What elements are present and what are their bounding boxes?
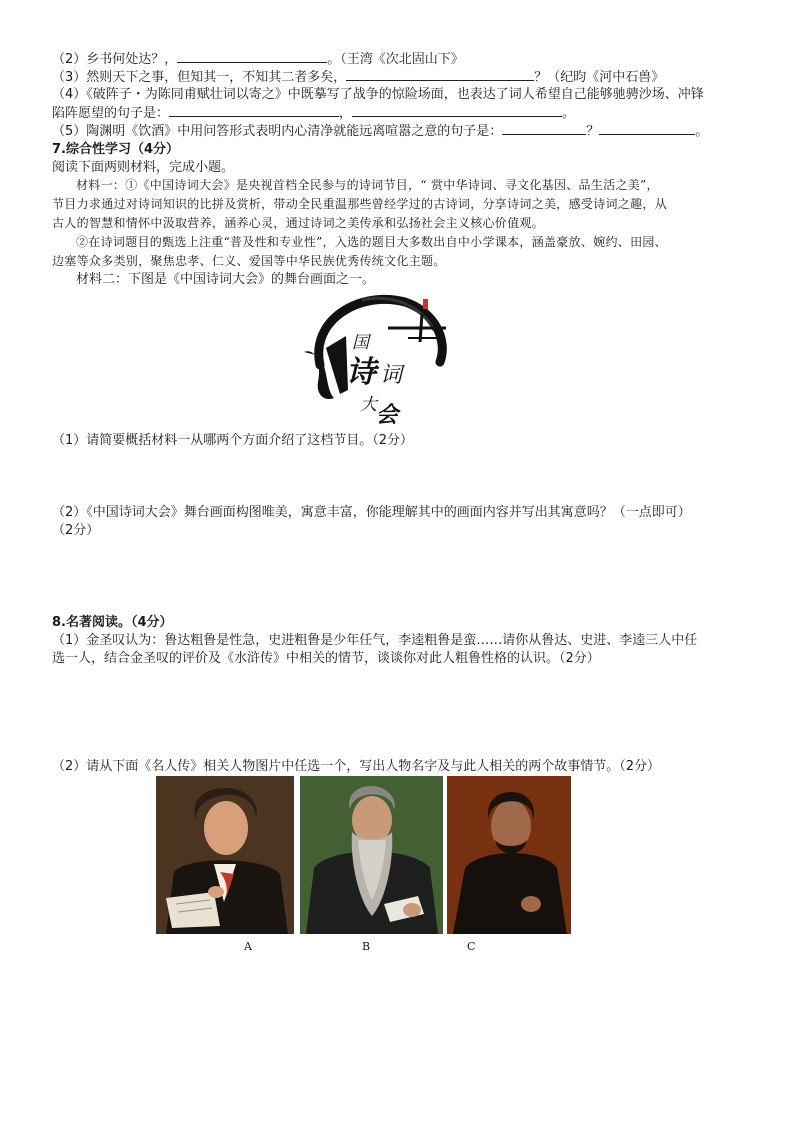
q8-sub1-line2: 选一人，结合金圣叹的评价及《水浒传》中相关的情节，谈谈你对此人粗鲁性格的认识。（2分） [52,651,600,666]
q8-sub1-line1: （1）金圣叹认为：鲁达粗鲁是性急，史进粗鲁是少年任气，李逵粗鲁是蛮……请你从鲁达、史进、李逵三人中任 [52,633,698,648]
answer-blank[interactable] [346,68,534,81]
q7-intro: 阅读下面两则材料，完成小题。 [52,160,235,175]
portrait-caption-a: A [244,940,252,953]
answer-blank[interactable] [169,104,339,117]
portrait-c [447,776,571,934]
portrait-caption-c: C [467,940,476,953]
material-one-line: 材料一：①《中国诗词大会》是央视首档全民参与的诗词节目，“ 赏中华诗词、寻文化基因、品生活之美”， [76,178,659,192]
material-one-line: 节目力求通过对诗词知识的比拼及赏析，带动全民重温那些曾经学过的古诗词，分享诗词之美，感受诗词之趣，从 [52,197,668,211]
answer-blank[interactable] [352,104,562,117]
portrait-a [156,776,294,934]
q6-item3: （3）然则天下之事，但知其一，不知其二者多矣， ？（纪昀《河中石兽》 [52,70,665,85]
q7-sub2-line2: （2分） [52,523,100,538]
q7-sub2-line1: （2）《中国诗词大会》舞台画面构图唯美，寓意丰富，你能理解其中的画面内容并写出其寓意吗？（一点即可） [52,505,691,520]
logo-char-guo: 国 [352,333,369,353]
q6-item5: （5）陶渊明《饮酒》中用问答形式表明内心清净就能远离喧嚣之意的句子是： ？ 。 [52,124,709,139]
logo-char-da: 大 [360,395,377,415]
answer-blank[interactable] [502,122,586,135]
q7-title: 7.综合性学习（4分） [52,142,180,157]
poetry-conference-logo [300,290,450,425]
material-one-line: ②在诗词题目的甄选上注重“普及性和专业性”，入选的题目大多数出自中小学课本，涵盖豪放、婉约、田园、 [76,235,667,249]
q8-title: 8.名著阅读。（4分） [52,615,173,630]
material-one-line: 边塞等众多类别，聚焦忠孝、仁义、爱国等中华民族优秀传统文化主题。 [52,254,446,268]
logo-char-shi: 诗 [346,355,376,390]
answer-blank[interactable] [177,50,327,63]
q6-item4: （4）《破阵子・为陈同甫赋壮词以寄之》中既摹写了战争的惊险场面，也表达了词人希望自己能够驰骋沙场、冲锋 [52,87,704,102]
q6-item4-cont: 陷阵愿望的句子是： ， 。 [52,106,576,121]
q6-item2: （2）乡书何处达？， 。（王湾《次北固山下》 [52,52,464,67]
portrait-b [300,776,443,934]
q8-sub2: （2）请从下面《名人传》相关人物图片中任选一个，写出人物名字及与此人相关的两个故事情节。（2分） [52,759,661,774]
material-two: 材料二：下图是《中国诗词大会》的舞台画面之一。 [76,272,376,287]
logo-char-ci: 词 [380,363,403,388]
q7-sub1: （1）请简要概括材料一从哪两个方面介绍了这档节目。（2分） [52,433,414,448]
portrait-caption-b: B [362,940,371,953]
answer-blank[interactable] [599,122,695,135]
logo-char-hui: 会 [376,402,399,425]
material-one-line: 古人的智慧和情怀中汲取营养，涵养心灵，通过诗词之美传承和弘扬社会主义核心价值观。 [52,216,545,230]
